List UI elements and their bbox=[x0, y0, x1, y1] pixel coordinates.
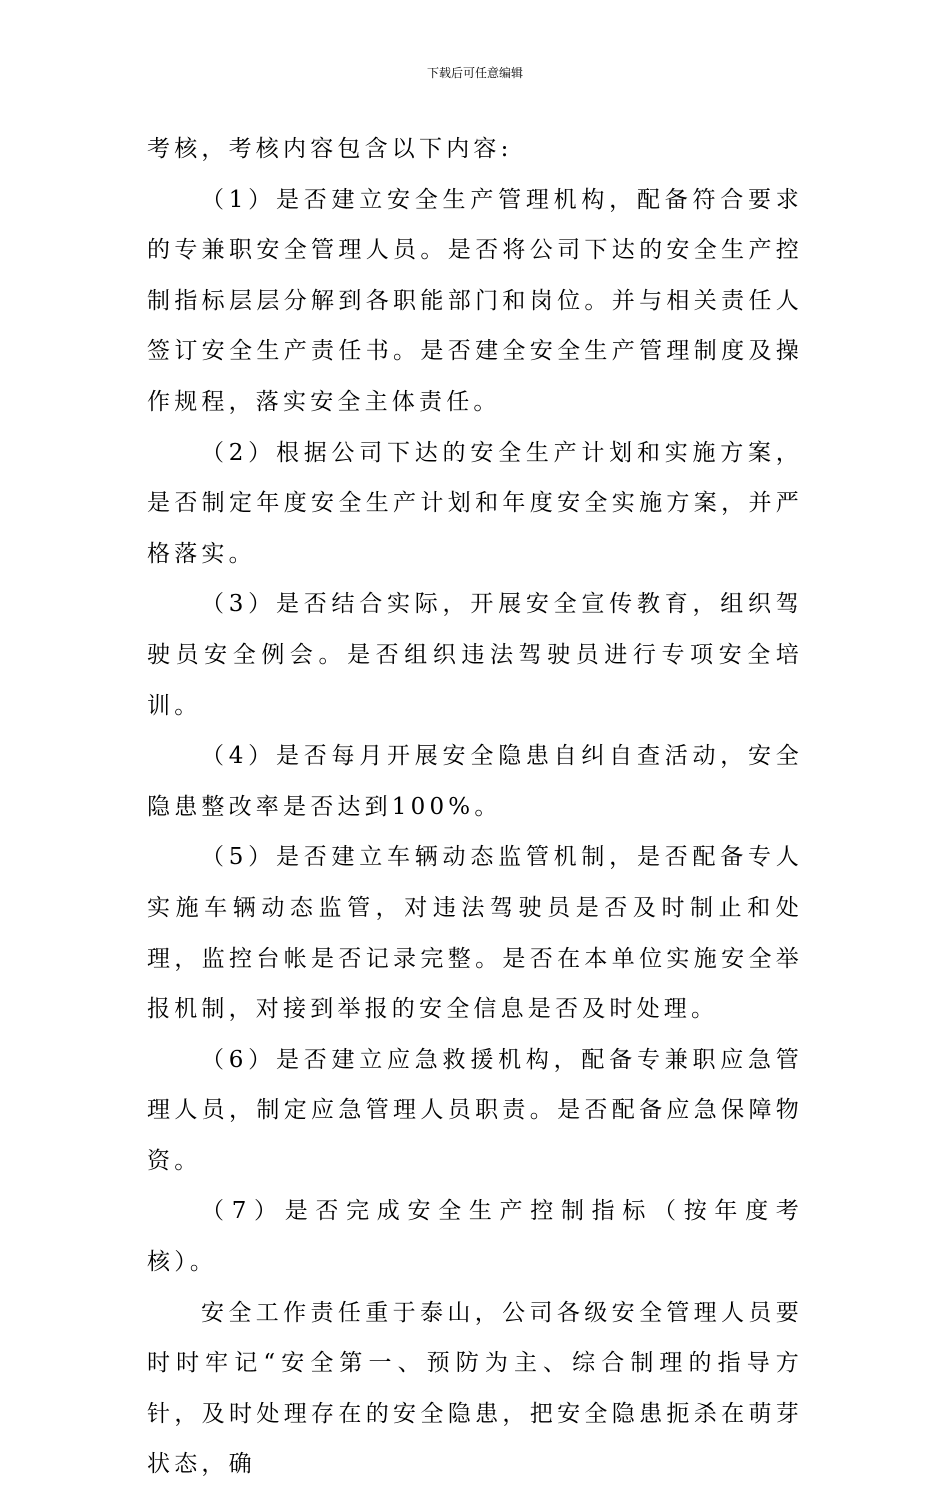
paragraph-item-3: （3）是否结合实际，开展安全宣传教育，组织驾驶员安全例会。是否组织违法驾驶员进行专项安全培训。 bbox=[147, 591, 803, 719]
paragraph-item-6: （6）是否建立应急救援机构，配备专兼职应急管理人员，制定应急管理人员职责。是否配备应急保障物资。 bbox=[147, 1046, 803, 1174]
paragraph-closing: 安全工作责任重于泰山，公司各级安全管理人员要时时牢记“安全第一、预防为主、综合制理的指导方针，及时处理存在的安全隐患，把安全隐患扼杀在萌芽状态，确 bbox=[147, 1299, 803, 1478]
paragraph-item-5: （5）是否建立车辆动态监管机制，是否配备专人实施车辆动态监管，对违法驾驶员是否及时制止和处理，监控台帐是否记录完整。是否在本单位实施安全举报机制，对接到举报的安全信息是否及时处理。 bbox=[147, 844, 803, 1023]
document-body bbox=[147, 124, 803, 1490]
paragraph-item-4: （4）是否每月开展安全隐患自纠自查活动，安全隐患整改率是否达到100%。 bbox=[147, 743, 803, 820]
paragraph-item-2: （2）根据公司下达的安全生产计划和实施方案，是否制定年度安全生产计划和年度安全实施方案，并严格落实。 bbox=[147, 439, 803, 567]
paragraph-item-1: （1）是否建立安全生产管理机构，配备符合要求的专兼职安全管理人员。是否将公司下达的安全生产控制指标层层分解到各职能部门和岗位。并与相关责任人签订安全生产责任书。是否建全安全生产管理制度及操作规程，落实安全主体责任。 bbox=[147, 186, 803, 415]
paragraph-item-7: （7）是否完成安全生产控制指标（按年度考核）。 bbox=[147, 1198, 803, 1276]
paragraph-intro: 考核，考核内容包含以下内容: bbox=[147, 136, 513, 162]
page-header-note: 下载后可任意编辑 bbox=[426, 66, 523, 80]
